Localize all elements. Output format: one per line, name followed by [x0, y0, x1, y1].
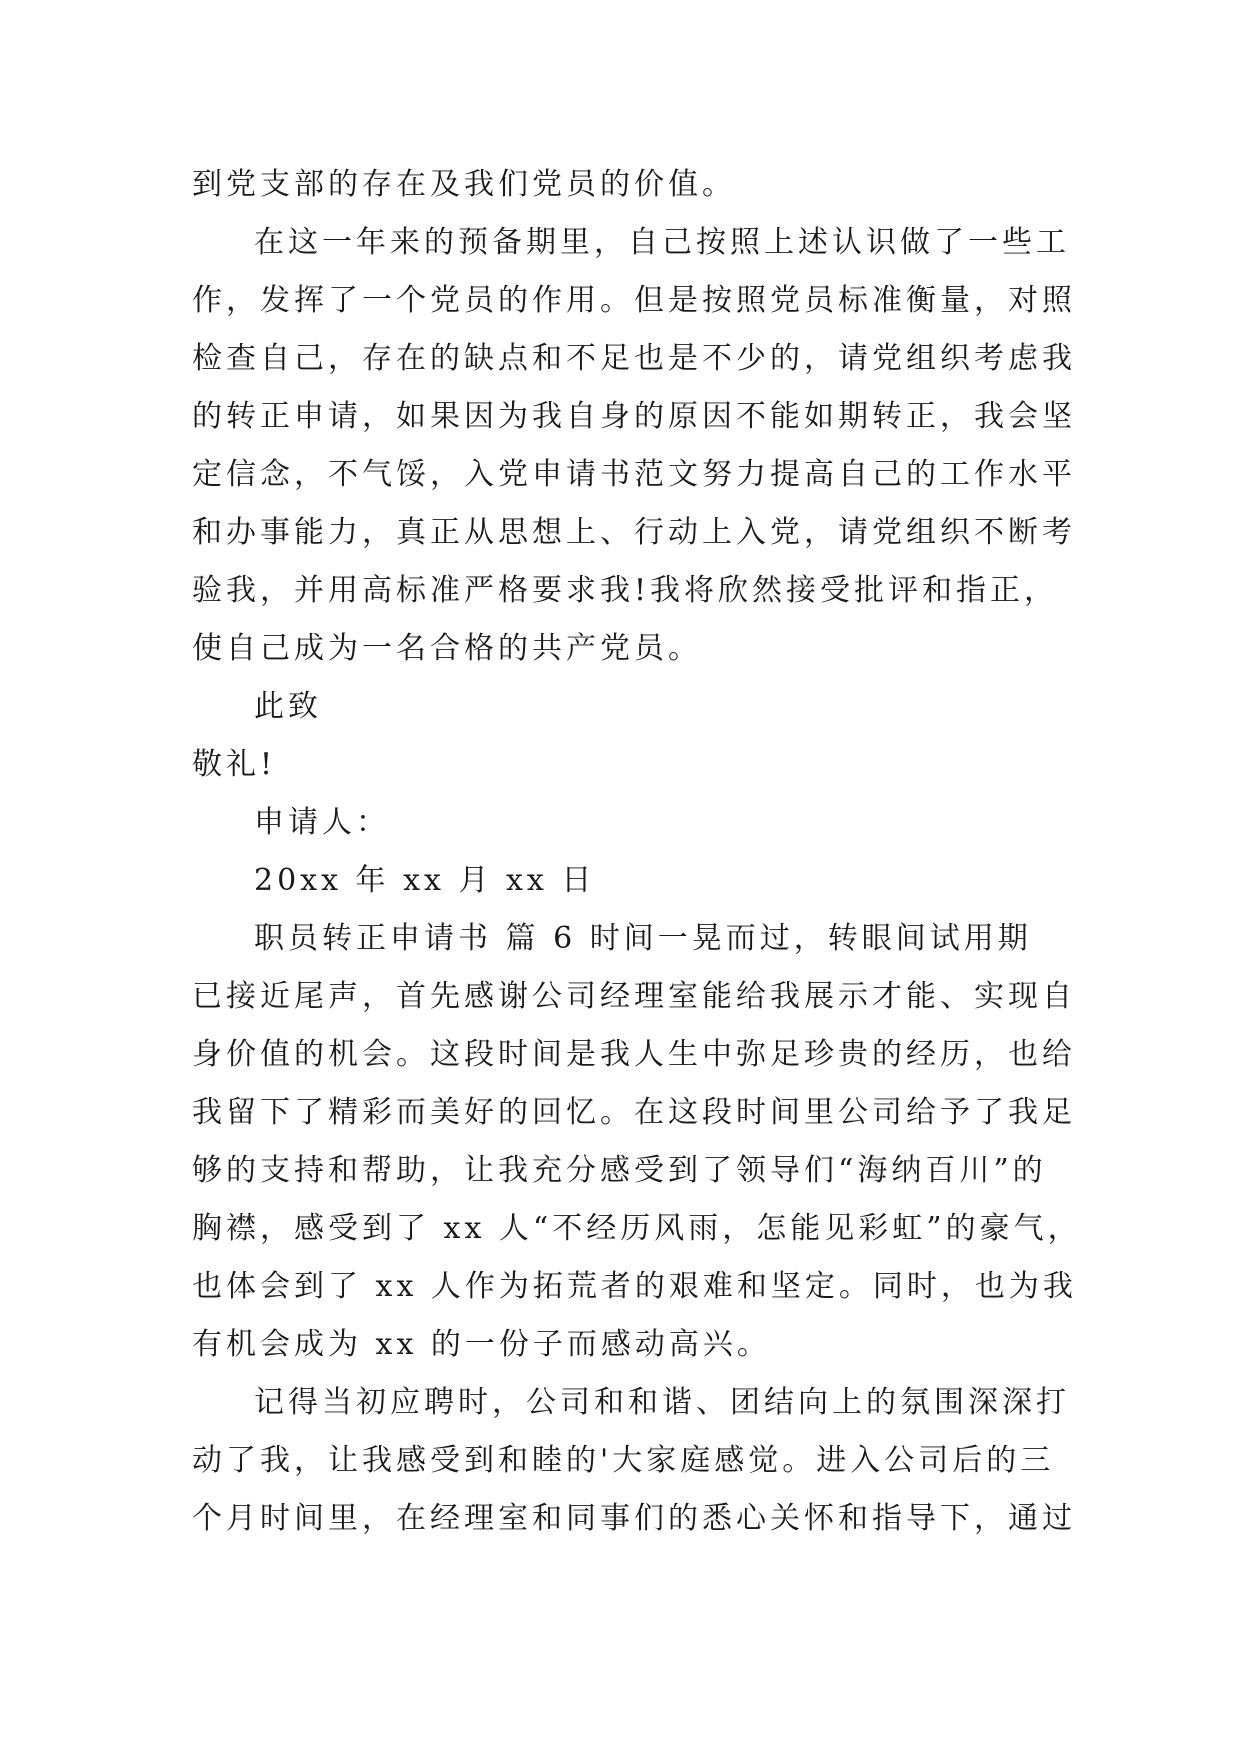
text-line: 在这一年来的预备期里，自己按照上述认识做了一些工: [254, 225, 1070, 260]
text-line: 记得当初应聘时，公司和和谐、团结向上的氛围深深打: [254, 1385, 1070, 1420]
text-line: 检查自己，存在的缺点和不足也是不少的，请党组织考虑我: [192, 341, 1076, 376]
text-line: 和办事能力，真正从思想上、行动上入党，请党组织不断考: [192, 515, 1076, 550]
section-heading-line: 职员转正申请书 篇 6 时间一晃而过，转眼间试用期: [254, 921, 1032, 956]
text-line: 够的支持和帮助，让我充分感受到了领导们“海纳百川”的: [192, 1153, 1047, 1188]
text-line: 也体会到了 xx 人作为拓荒者的艰难和坚定。同时，也为我: [192, 1269, 1077, 1304]
date-line: 20xx 年 xx 月 xx 日: [254, 863, 596, 898]
text-line: 个月时间里，在经理室和同事们的悉心关怀和指导下，通过: [192, 1501, 1076, 1536]
closing-line: 此致: [254, 689, 322, 724]
text-line: 作，发挥了一个党员的作用。但是按照党员标准衡量，对照: [192, 283, 1076, 318]
applicant-label: 申请人：: [254, 805, 390, 840]
text-line: 有机会成为 xx 的一份子而感动高兴。: [192, 1327, 771, 1362]
text-line: 验我，并用高标准严格要求我!我将欣然接受批评和指正，: [192, 573, 1059, 608]
text-line: 我留下了精彩而美好的回忆。在这段时间里公司给予了我足: [192, 1095, 1076, 1130]
text-line: 定信念，不气馁，入党申请书范文努力提高自己的工作水平: [192, 457, 1076, 492]
text-line: 身价值的机会。这段时间是我人生中弥足珍贵的经历，也给: [192, 1037, 1076, 1072]
text-line: 动了我，让我感受到和睦的'大家庭感觉。进入公司后的三: [192, 1443, 1055, 1478]
text-line: 已接近尾声，首先感谢公司经理室能给我展示才能、实现自: [192, 979, 1076, 1014]
text-line: 到党支部的存在及我们党员的价值。: [192, 167, 736, 202]
text-line: 使自己成为一名合格的共产党员。: [192, 631, 702, 666]
text-line: 胸襟，感受到了 xx 人“不经历风雨，怎能见彩虹”的豪气，: [192, 1211, 1082, 1246]
salutation-line: 敬礼!: [192, 747, 277, 782]
text-line: 的转正申请，如果因为我自身的原因不能如期转正，我会坚: [192, 399, 1076, 434]
